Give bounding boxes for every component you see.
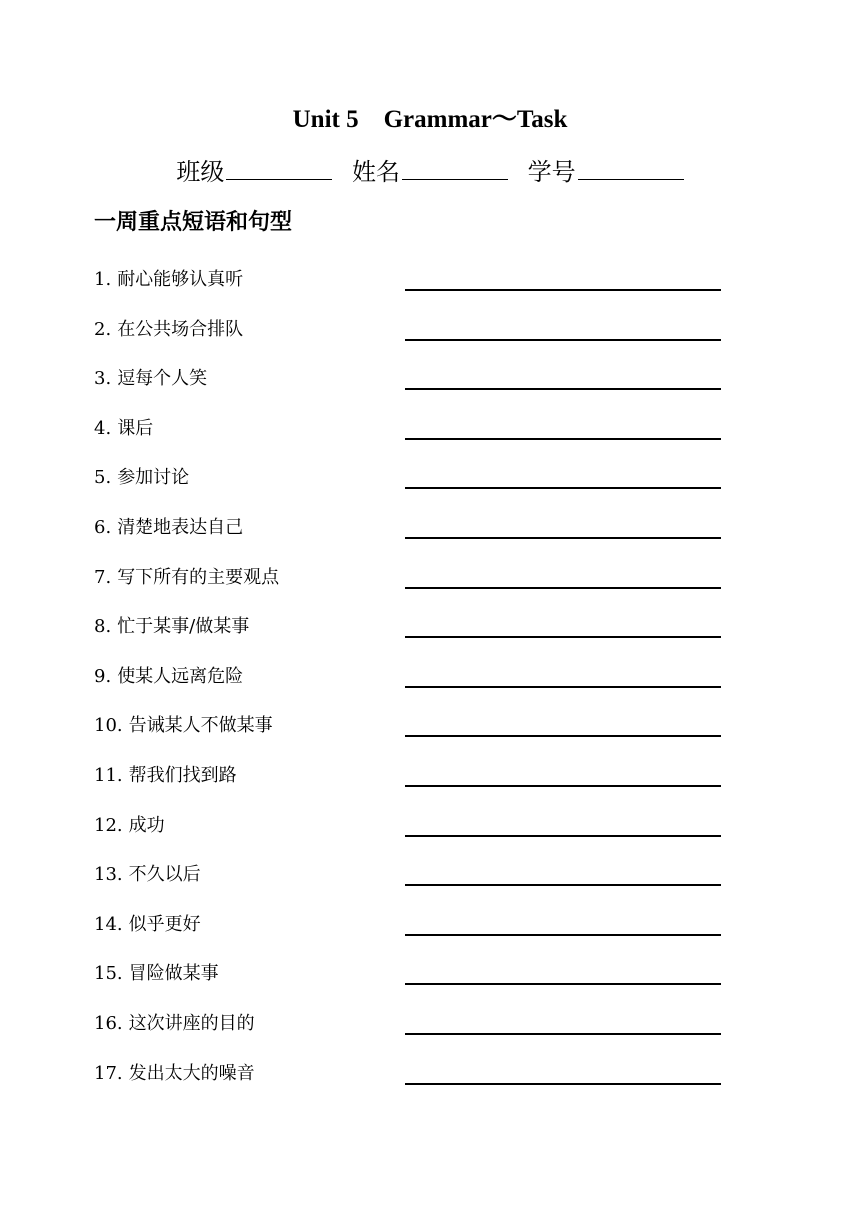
answer-blank[interactable] [405, 636, 721, 638]
list-item [94, 512, 724, 562]
answer-blank[interactable] [405, 487, 721, 489]
item-prompt [94, 365, 207, 393]
name-field [352, 155, 508, 189]
answer-blank[interactable] [405, 388, 721, 390]
list-item [94, 958, 724, 1008]
answer-blank[interactable] [405, 934, 721, 936]
item-number: 9. [94, 665, 112, 687]
list-item [94, 462, 724, 512]
list-item [94, 710, 724, 760]
item-number: 10. [94, 715, 123, 737]
item-prompt [94, 762, 237, 790]
item-number: 11. [94, 764, 123, 786]
answer-blank[interactable] [405, 686, 721, 688]
item-prompt [94, 663, 243, 691]
list-item [94, 413, 724, 463]
item-number: 5. [94, 467, 112, 489]
answer-blank[interactable] [405, 785, 721, 787]
item-text: 忙于某事/做某事 [117, 616, 250, 638]
page-title: Unit 5 Grammar～Task [292, 106, 568, 133]
list-item [94, 859, 724, 909]
item-text: 参加讨论 [117, 467, 190, 489]
student-info-line [0, 155, 860, 189]
list-item [94, 810, 724, 860]
item-number: 17. [94, 1062, 123, 1084]
class-label: 班级 [176, 158, 225, 186]
list-item [94, 562, 724, 612]
answer-blank[interactable] [405, 735, 721, 737]
answer-blank[interactable] [405, 983, 721, 985]
item-text: 帮我们找到路 [128, 764, 237, 786]
list-item [94, 314, 724, 364]
item-text: 告诫某人不做某事 [128, 715, 273, 737]
item-prompt [94, 812, 165, 840]
answer-blank[interactable] [405, 835, 721, 837]
item-text: 在公共场合排队 [117, 318, 244, 340]
student-number-label: 学号 [527, 158, 576, 186]
section-heading: 一周重点短语和句型 [94, 210, 293, 235]
list-item [94, 909, 724, 959]
answer-blank[interactable] [405, 1083, 721, 1085]
item-prompt [94, 415, 153, 443]
list-item [94, 611, 724, 661]
list-item [94, 1008, 724, 1058]
item-number: 7. [94, 566, 112, 588]
item-text: 发出太大的噪音 [128, 1062, 255, 1084]
item-prompt [94, 316, 243, 344]
phrase-list [94, 264, 724, 1107]
answer-blank[interactable] [405, 438, 721, 440]
item-prompt [94, 1010, 255, 1038]
item-prompt [94, 514, 243, 542]
item-text: 使某人远离危险 [117, 665, 244, 687]
item-text: 课后 [117, 417, 154, 439]
item-number: 8. [94, 616, 112, 638]
item-number: 6. [94, 516, 112, 538]
item-text: 写下所有的主要观点 [117, 566, 280, 588]
student-number-blank[interactable] [578, 157, 684, 180]
item-number: 12. [94, 814, 123, 836]
item-prompt [94, 960, 219, 988]
name-blank[interactable] [402, 157, 508, 180]
item-text: 清楚地表达自己 [117, 516, 244, 538]
answer-blank[interactable] [405, 289, 721, 291]
item-number: 3. [94, 368, 112, 390]
list-item [94, 1058, 724, 1108]
answer-blank[interactable] [405, 537, 721, 539]
item-prompt [94, 911, 201, 939]
item-prompt [94, 613, 249, 641]
list-item [94, 661, 724, 711]
item-text: 耐心能够认真听 [117, 269, 244, 290]
list-item [94, 363, 724, 413]
answer-blank[interactable] [405, 884, 721, 886]
list-item [94, 264, 724, 314]
item-text: 冒险做某事 [128, 963, 219, 985]
answer-blank[interactable] [405, 339, 721, 341]
item-number: 16. [94, 1012, 123, 1034]
item-number: 13. [94, 864, 123, 886]
class-blank[interactable] [226, 157, 332, 180]
item-number: 4. [94, 417, 112, 439]
item-text: 成功 [128, 814, 165, 836]
item-text: 不久以后 [128, 864, 201, 886]
item-number: 14. [94, 913, 123, 935]
item-prompt [94, 712, 273, 740]
list-item [94, 760, 724, 810]
class-field [176, 155, 332, 189]
item-number: 2. [94, 318, 112, 340]
item-text: 似乎更好 [128, 913, 201, 935]
item-prompt [94, 1060, 255, 1088]
answer-blank[interactable] [405, 587, 721, 589]
student-number-field [528, 155, 684, 189]
item-text: 逗每个人笑 [117, 368, 208, 390]
item-prompt [94, 464, 189, 492]
answer-blank[interactable] [405, 1033, 721, 1035]
item-number: 1. [94, 269, 112, 290]
item-prompt [94, 266, 243, 294]
name-label: 姓名 [352, 158, 400, 186]
item-prompt [94, 564, 279, 592]
item-text: 这次讲座的目的 [128, 1012, 255, 1034]
item-prompt [94, 861, 201, 889]
item-number: 15. [94, 963, 123, 985]
